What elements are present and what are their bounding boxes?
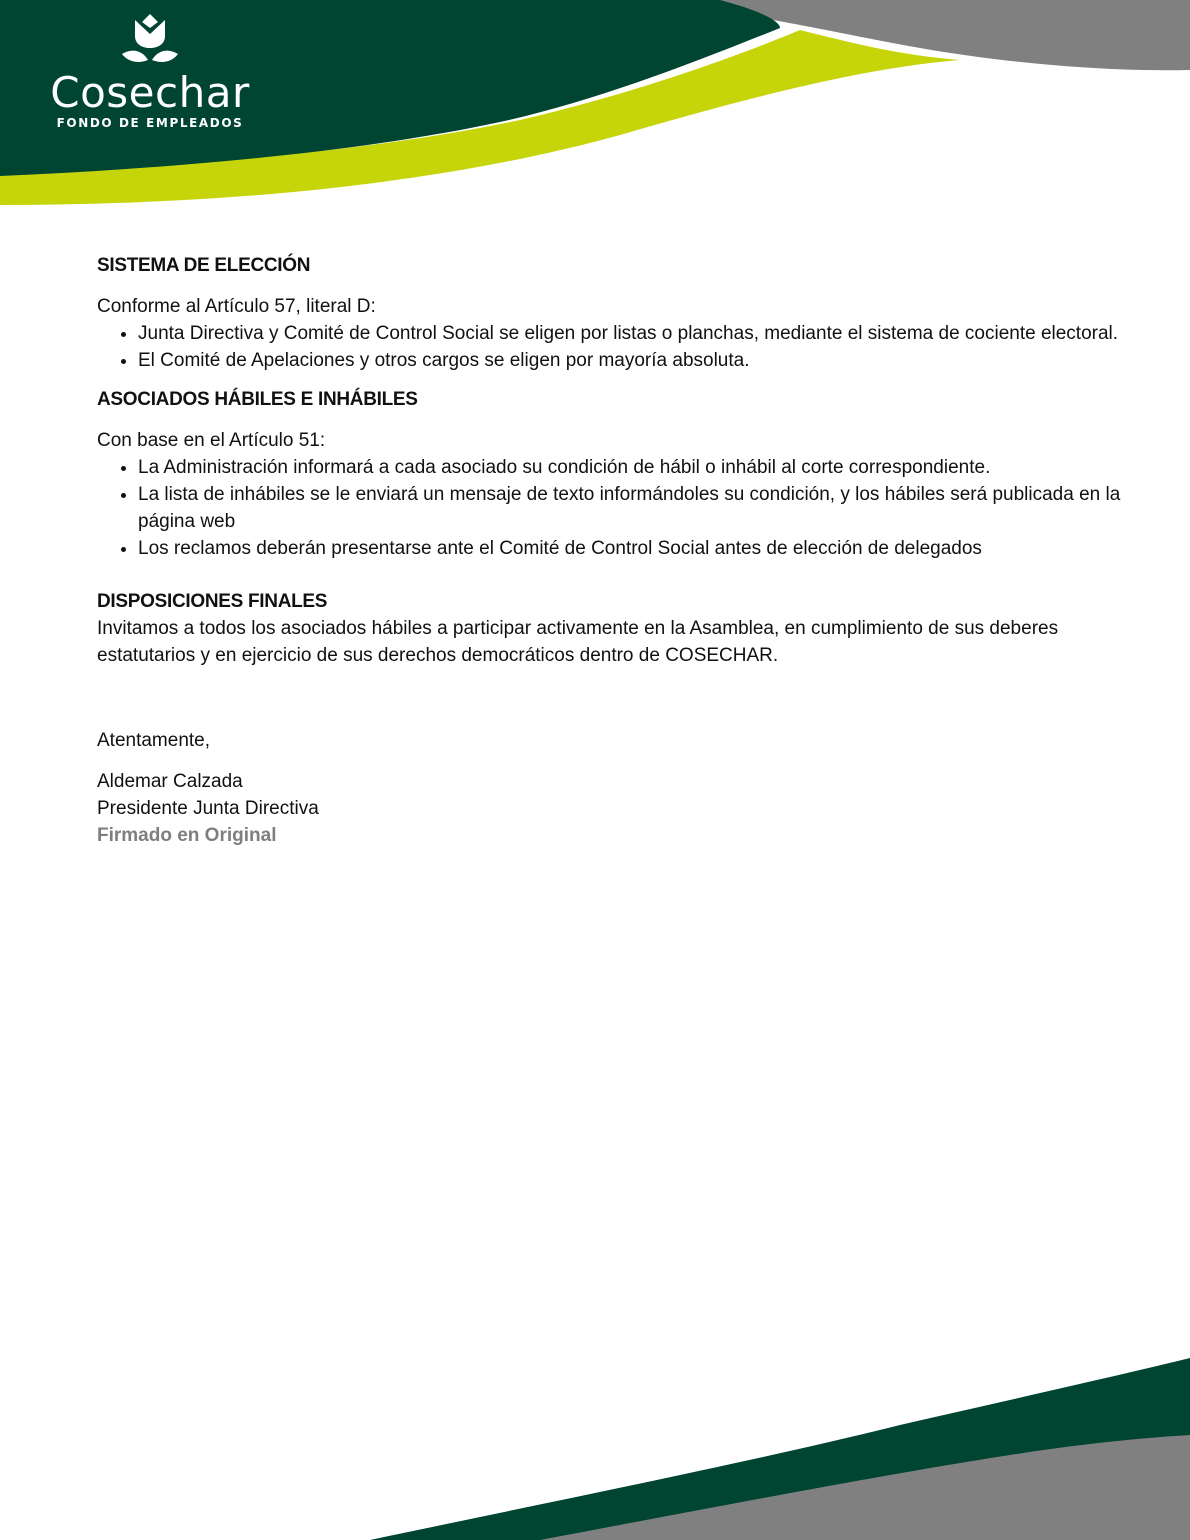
tulip-icon	[120, 12, 180, 68]
brand-name: Cosechar	[50, 68, 250, 117]
brand-logo	[30, 12, 270, 130]
letter-body	[97, 252, 1127, 849]
list-item: • La lista de inhábiles se le enviará un mensaje de texto informándoles su condición, y los hábiles será publicada en la página web	[138, 481, 1127, 535]
bullet-list-asociados	[97, 454, 1127, 562]
signer-title: Presidente Junta Directiva	[97, 798, 319, 819]
section-intro-eleccion: Conforme al Artículo 57, literal D:	[97, 296, 376, 317]
signed-note: Firmado en Original	[97, 825, 277, 846]
section-heading-eleccion: SISTEMA DE ELECCIÓN	[97, 255, 311, 276]
section-text-disposiciones: Invitamos a todos los asociados hábiles a participar activamente en la Asamblea, en cumplimiento de sus deberes estatutarios y en ejercicio de sus derechos democráticos dentro de COSECHAR.	[97, 618, 1059, 666]
section-heading-asociados: ASOCIADOS HÁBILES E INHÁBILES	[97, 389, 418, 410]
list-item: • La Administración informará a cada asociado su condición de hábil o inhábil al corte correspondiente.	[138, 454, 1127, 481]
brand-tagline: FONDO DE EMPLEADOS	[56, 116, 244, 130]
bullet-list-eleccion	[97, 320, 1127, 374]
list-item: • El Comité de Apelaciones y otros cargos se eligen por mayoría absoluta.	[138, 347, 1127, 374]
closing-salutation: Atentamente,	[97, 730, 211, 751]
list-item: • Los reclamos deberán presentarse ante el Comité de Control Social antes de elección de delegados	[138, 535, 1127, 562]
list-item: • Junta Directiva y Comité de Control Social se eligen por listas o planchas, mediante el sistema de cociente electoral.	[138, 320, 1127, 347]
signer-name: Aldemar Calzada	[97, 771, 243, 792]
footer-wave-decoration	[0, 1350, 1190, 1540]
section-intro-asociados: Con base en el Artículo 51:	[97, 430, 326, 451]
section-heading-disposiciones: DISPOSICIONES FINALES	[97, 591, 328, 612]
